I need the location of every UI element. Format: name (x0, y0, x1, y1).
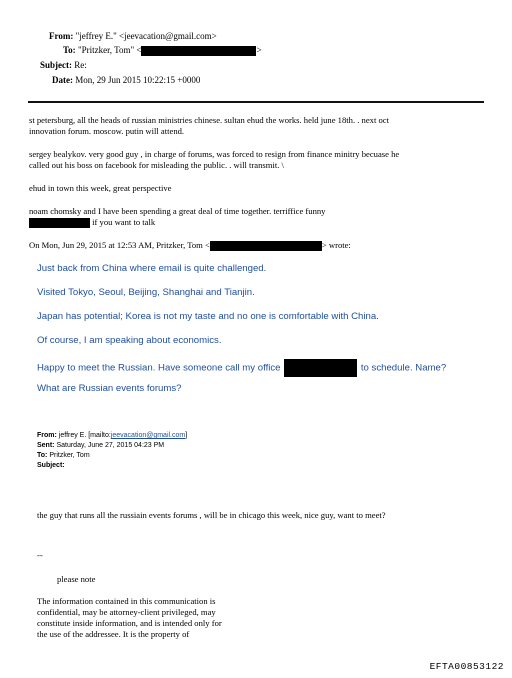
original-body: the guy that runs all the russiain events forums , will be in chicago this week, nice guy, want to meet? (37, 510, 386, 520)
fwd-from-value: jeffrey E. [mailto: (58, 432, 111, 439)
reply-line-5 (37, 359, 446, 377)
header-from-label: From: (49, 31, 74, 41)
fwd-from-close: ] (185, 432, 188, 439)
confidential-line-4: the use of the addressee. It is the property of (37, 629, 190, 639)
reply-line-2: Visited Tokyo, Seoul, Beijing, Shanghai and Tianjin. (37, 287, 255, 298)
header-divider (28, 101, 484, 103)
reply-line-6: What are Russian events forums? (37, 383, 182, 394)
reply-line-5b: to schedule. Name? (360, 362, 447, 374)
header-to (63, 45, 262, 56)
header-to-label: To: (63, 45, 76, 55)
reply-line-1: Just back from China where email is quite challenged. (37, 263, 267, 274)
header-date (52, 75, 200, 86)
fwd-to-value: Pritzker, Tom (49, 452, 90, 459)
body-p2-line1: sergey bealykov. very good guy , in charge of forums, was forced to resign from finance minitry becuase he (29, 149, 400, 159)
quote-intro-text: On Mon, Jun 29, 2015 at 12:53 AM, Pritzker, Tom < (29, 240, 210, 250)
fwd-sent-label: Sent: (37, 442, 55, 449)
confidential-line-1: The information contained in this communication is (37, 596, 216, 606)
reply-line-3: Japan has potential; Korea is not my taste and no one is comfortable with China. (37, 311, 379, 322)
header-to-close: > (256, 45, 262, 55)
body-p4-line2-wrap (29, 217, 155, 228)
please-note: please note (57, 574, 96, 584)
quote-intro (29, 240, 351, 251)
body-p3: ehud in town this week, great perspective (29, 183, 172, 193)
header-subject-value: Re: (74, 60, 87, 70)
document-id: EFTA00853122 (429, 661, 504, 672)
reply-line-4: Of course, I am speaking about economics. (37, 335, 222, 346)
fwd-to-label: To: (37, 452, 48, 459)
fwd-subject-label: Subject: (37, 462, 65, 469)
fwd-sent (37, 441, 164, 451)
fwd-sent-value: Saturday, June 27, 2015 04:23 PM (56, 442, 165, 449)
redaction-bar (210, 241, 322, 251)
header-date-label: Date: (52, 75, 73, 85)
body-p1-line2: innovation forum. moscow. putin will attend. (29, 126, 185, 136)
reply-line-5a: Happy to meet the Russian. Have someone call my office (37, 362, 281, 374)
redaction-bar (141, 46, 256, 56)
header-subject-label: Subject: (40, 60, 72, 70)
fwd-from (37, 431, 187, 441)
header-date-value: Mon, 29 Jun 2015 10:22:15 +0000 (75, 75, 201, 85)
confidential-line-3: constitute inside information, and is intended only for (37, 618, 222, 628)
fwd-subject (37, 461, 65, 471)
header-subject (40, 60, 87, 71)
redaction-bar (284, 359, 357, 377)
fwd-from-label: From: (37, 432, 57, 439)
redaction-bar (29, 218, 90, 228)
header-from (49, 31, 217, 42)
fwd-to (37, 451, 90, 461)
body-p4-line1: noam chomsky and I have been spending a great deal of time together. terriffice funny (29, 206, 326, 216)
body-p2-line2: called out his boss on facebook for misleading the public. . will transmit. \ (29, 160, 284, 170)
body-p1-line1: st petersburg, all the heads of russian ministries chinese. sultan ehud the works. held june 18th. . next oct (29, 115, 389, 125)
header-from-value: "jeffrey E." <jeevacation@gmail.com> (75, 31, 217, 41)
quote-intro-end: > wrote: (321, 240, 351, 250)
header-to-value: "Pritzker, Tom" < (77, 45, 142, 55)
fwd-from-email-link[interactable]: jeevacation@gmail.com (110, 432, 186, 439)
signature-dash: -- (37, 550, 43, 560)
confidential-line-2: confidential, may be attorney-client privileged, may (37, 607, 216, 617)
body-p4-line2: if you want to talk (92, 217, 156, 227)
